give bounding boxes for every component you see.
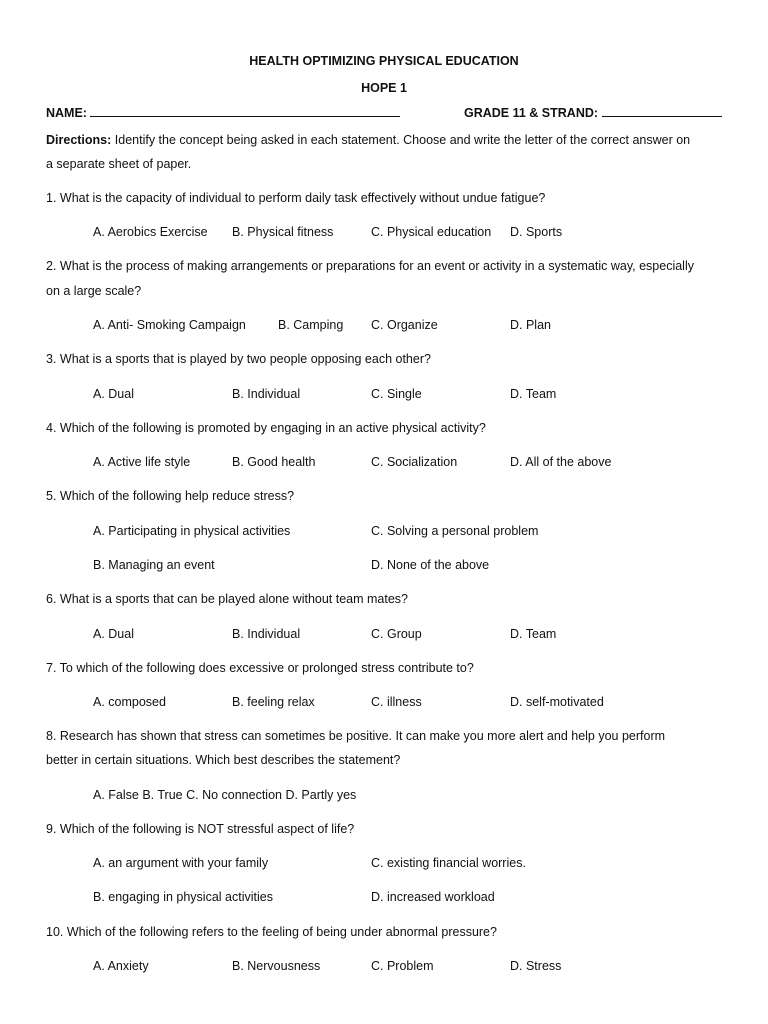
- name-blank: [90, 105, 400, 117]
- grade-blank: [602, 105, 722, 117]
- grade-field: [464, 105, 722, 121]
- option: B. Good health: [232, 455, 316, 469]
- question-2: 2. What is the process of making arrangements or preparations for an event or activity in a systematic way, especially: [46, 259, 694, 273]
- question-8: 8. Research has shown that stress can sometimes be positive. It can make you more alert and help you perform: [46, 729, 666, 743]
- options-q6: [0, 626, 768, 642]
- option: D. Plan: [510, 318, 551, 332]
- question-8-cont: better in certain situations. Which best describes the statement?: [46, 753, 401, 767]
- option: C. Organize: [371, 318, 438, 332]
- option: C. Solving a personal problem: [371, 524, 539, 538]
- options-q1: [0, 224, 768, 240]
- page-title: HEALTH OPTIMIZING PHYSICAL EDUCATION: [249, 54, 519, 68]
- question-9: 9. Which of the following is NOT stressful aspect of life?: [46, 822, 355, 836]
- directions-line-1: [46, 132, 690, 148]
- directions-line-2: a separate sheet of paper.: [46, 157, 192, 171]
- option: B. Individual: [232, 387, 301, 401]
- options-q3: [0, 386, 768, 402]
- options-q9-row1: [0, 855, 768, 871]
- options-q5-row1: [0, 523, 768, 539]
- option: C. Single: [371, 387, 422, 401]
- options-q5-row2: [0, 557, 768, 573]
- option: A. an argument with your family: [93, 856, 269, 870]
- option: D. Stress: [510, 959, 562, 973]
- question-6: 6. What is a sports that can be played alone without team mates?: [46, 592, 409, 606]
- question-7: 7. To which of the following does excessive or prolonged stress contribute to?: [46, 661, 474, 675]
- name-field: [46, 105, 400, 121]
- option: D. Sports: [510, 225, 563, 239]
- option: A. Active life style: [93, 455, 191, 469]
- option: D. self-motivated: [510, 695, 604, 709]
- options-q4: [0, 454, 768, 470]
- option: A. composed: [93, 695, 166, 709]
- option: C. Problem: [371, 959, 434, 973]
- options-q10: [0, 958, 768, 974]
- option: D. increased workload: [371, 890, 495, 904]
- option: C. existing financial worries.: [371, 856, 526, 870]
- option: A. Aerobics Exercise: [93, 225, 208, 239]
- question-4: 4. Which of the following is promoted by engaging in an active physical activity?: [46, 421, 486, 435]
- option: C. Group: [371, 627, 422, 641]
- directions-text: Identify the concept being asked in each statement. Choose and write the letter of the correct answer on: [114, 133, 691, 147]
- option: A. Dual: [93, 387, 134, 401]
- option: B. Individual: [232, 627, 301, 641]
- options-q9-row2: [0, 889, 768, 905]
- option: D. Team: [510, 387, 557, 401]
- option: C. illness: [371, 695, 422, 709]
- option: A. Participating in physical activities: [93, 524, 291, 538]
- option: A. Dual: [93, 627, 134, 641]
- name-label: NAME:: [46, 106, 87, 120]
- option: D. None of the above: [371, 558, 490, 572]
- option: D. Team: [510, 627, 557, 641]
- options-q2: [0, 317, 768, 333]
- option: D. All of the above: [510, 455, 612, 469]
- option: B. Nervousness: [232, 959, 321, 973]
- options-q7: [0, 694, 768, 710]
- options-q8: A. False B. True C. No connection D. Partly yes: [93, 788, 357, 802]
- option: A. Anxiety: [93, 959, 149, 973]
- page-subtitle: HOPE 1: [361, 81, 407, 95]
- option: B. Camping: [278, 318, 344, 332]
- option: B. feeling relax: [232, 695, 315, 709]
- question-10: 10. Which of the following refers to the feeling of being under abnormal pressure?: [46, 925, 497, 939]
- option: B. Managing an event: [93, 558, 215, 572]
- question-2-cont: on a large scale?: [46, 284, 142, 298]
- option: A. Anti- Smoking Campaign: [93, 318, 246, 332]
- question-5: 5. Which of the following help reduce stress?: [46, 489, 295, 503]
- question-3: 3. What is a sports that is played by two people opposing each other?: [46, 352, 431, 366]
- option: C. Physical education: [371, 225, 492, 239]
- option: C. Socialization: [371, 455, 458, 469]
- question-1: 1. What is the capacity of individual to perform daily task effectively without undue fatigue?: [46, 191, 546, 205]
- grade-label: GRADE 11 & STRAND:: [464, 106, 599, 120]
- option: B. engaging in physical activities: [93, 890, 273, 904]
- option: B. Physical fitness: [232, 225, 334, 239]
- directions-label: Directions:: [46, 133, 112, 147]
